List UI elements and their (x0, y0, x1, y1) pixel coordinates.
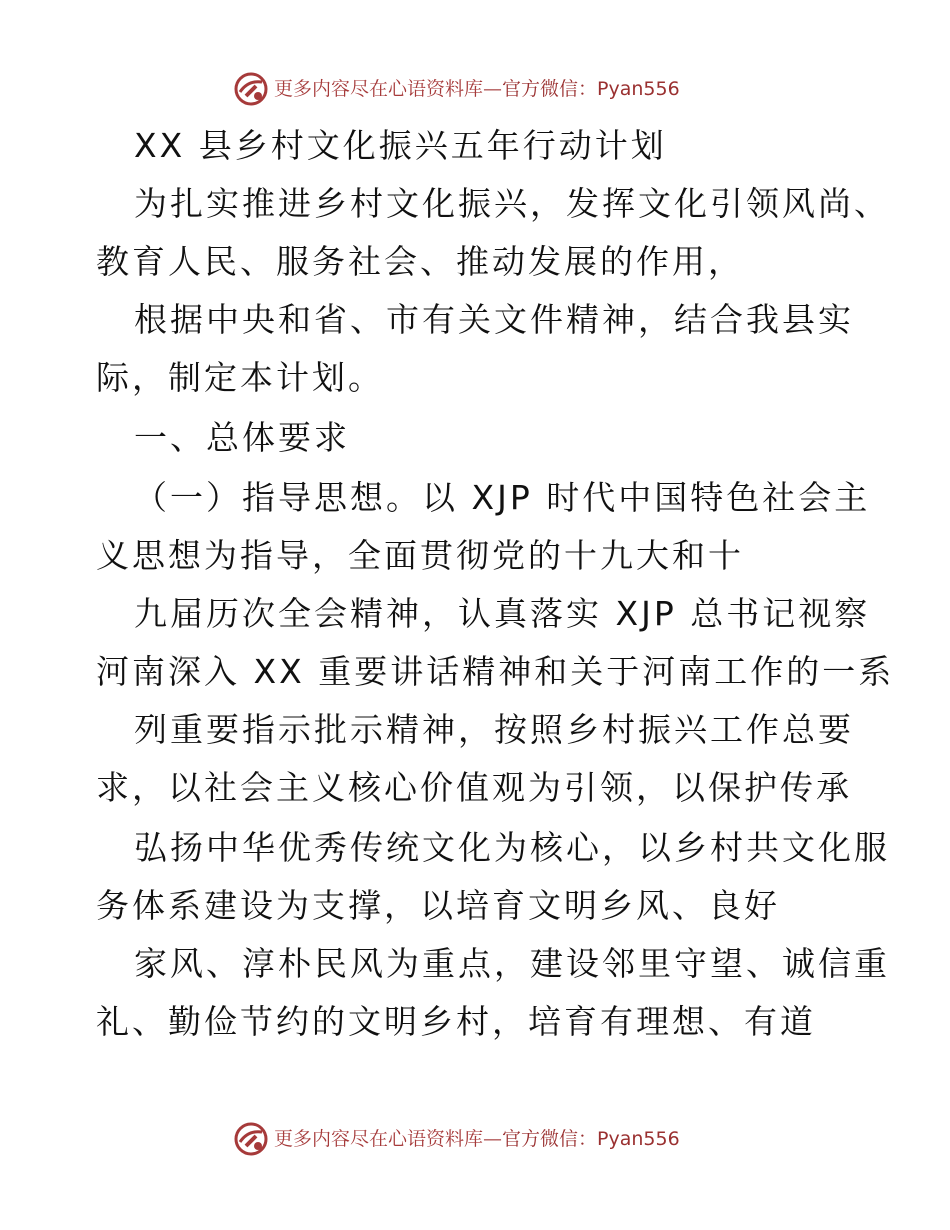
text-line: 际，制定本计划。 (96, 358, 384, 397)
footer-banner (0, 1120, 950, 1160)
text-line: 义思想为指导，全面贯彻党的十九大和十 (96, 536, 744, 575)
header-promo-text: 更多内容尽在心语资料库 (274, 78, 484, 100)
footer-wechat-id: Pyan556 (597, 1128, 680, 1150)
text-line: 弘扬中华优秀传统文化为核心，以乡村共文化服 (134, 828, 890, 867)
brand-logo-icon (234, 72, 268, 106)
text-line: 列重要指示批示精神，按照乡村振兴工作总要 (134, 710, 854, 749)
text-line: 礼、勤俭节约的文明乡村，培育有理想、有道 (96, 1002, 816, 1041)
text-line: 务体系建设为支撑，以培育文明乡风、良好 (96, 886, 780, 925)
brand-logo-icon (234, 1122, 268, 1156)
header-separator: — (483, 78, 503, 100)
text-line: 九届历次全会精神，认真落实 XJP 总书记视察 (134, 594, 871, 633)
text-line: （一）指导思想。以 XJP 时代中国特色社会主 (134, 478, 871, 517)
document-title: XX 县乡村文化振兴五年行动计划 (134, 126, 667, 165)
text-line: 教育人民、服务社会、推动发展的作用， (96, 242, 744, 281)
text-line: 根据中央和省、市有关文件精神，结合我县实 (134, 300, 854, 339)
text-line: 求，以社会主义核心价值观为引领，以保护传承 (96, 768, 852, 807)
text-line: 家风、淳朴民风为重点，建设邻里守望、诚信重 (134, 944, 890, 983)
footer-wechat-label: 官方微信： (502, 1128, 598, 1150)
section-heading: 一、总体要求 (134, 418, 350, 457)
header-banner (0, 70, 950, 110)
header-wechat-id: Pyan556 (597, 78, 680, 100)
footer-promo-text: 更多内容尽在心语资料库 (274, 1128, 484, 1150)
text-line: 河南深入 XX 重要讲话精神和关于河南工作的一系 (96, 652, 895, 691)
header-wechat-label: 官方微信： (502, 78, 598, 100)
text-line: 为扎实推进乡村文化振兴，发挥文化引领风尚、 (134, 184, 890, 223)
footer-separator: — (483, 1128, 503, 1150)
